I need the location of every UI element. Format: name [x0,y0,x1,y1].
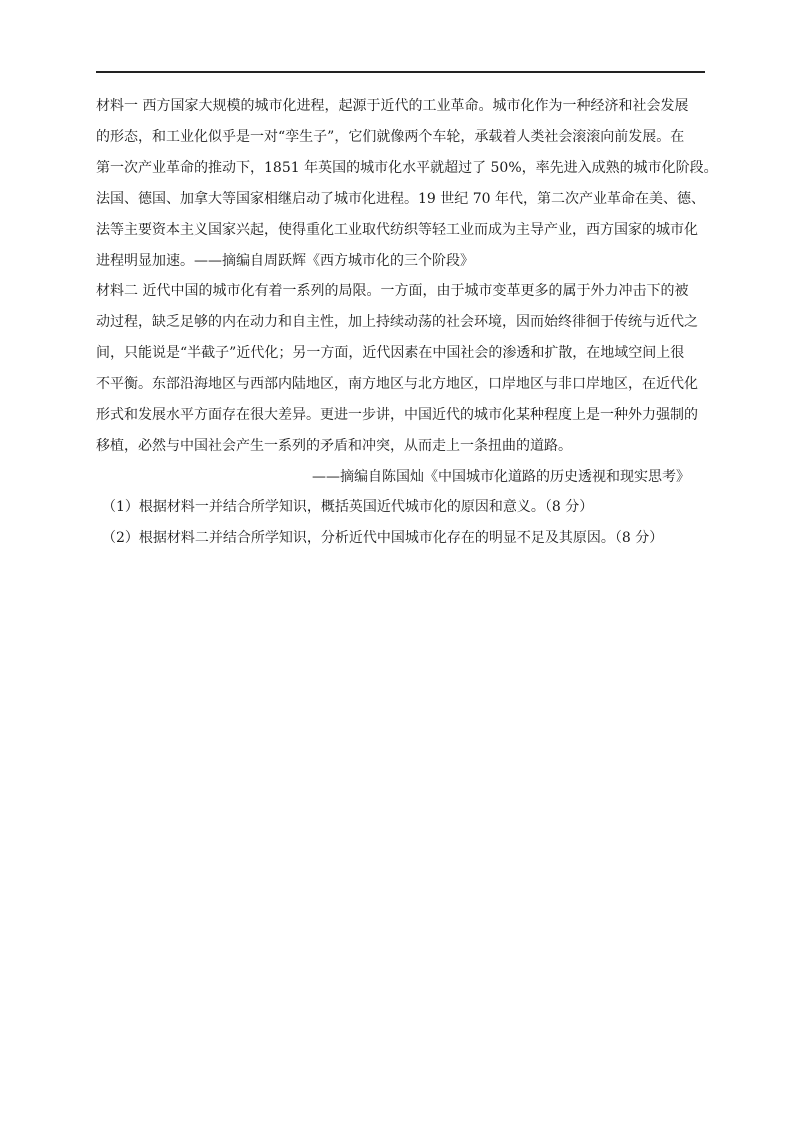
material-two [96,276,708,492]
questions [96,492,708,554]
material-one-line: 材料一 西方国家大规模的城市化进程，起源于近代的工业革命。城市化作为一种经济和社会发展 [96,98,689,114]
question-2: （2）根据材料二并结合所学知识，分析近代中国城市化存在的明显不足及其原因。（8 分） [102,530,664,546]
material-one-line: 进程明显加速。——摘编自周跃辉《西方城市化的三个阶段》 [96,253,474,269]
material-one [96,91,718,276]
content [96,91,718,554]
material-two-line: 动过程，缺乏足够的内在动力和自主性，加上持续动荡的社会环境，因而始终徘徊于传统与近代之 [96,314,698,330]
material-two-source: ——摘编自陈国灿《中国城市化道路的历史透视和现实思考》 [312,469,690,485]
material-two-line: 不平衡。东部沿海地区与西部内陆地区，南方地区与北方地区，口岸地区与非口岸地区，在近代化 [96,376,698,392]
material-two-line: 材料二 近代中国的城市化有着一系列的局限。一方面，由于城市变革更多的属于外力冲击下的被 [96,283,689,299]
material-two-line: 形式和发展水平方面存在很大差异。更进一步讲，中国近代的城市化某种程度上是一种外力强制的 [96,407,698,423]
material-one-line: 法国、德国、加拿大等国家相继启动了城市化进程。19 世纪 70 年代，第二次产业革命在美、德、 [96,191,705,207]
material-two-line: 移植，必然与中国社会产生一系列的矛盾和冲突，从而走上一条扭曲的道路。 [96,438,572,454]
header-rule [96,71,705,73]
material-one-line: 法等主要资本主义国家兴起，使得重化工业取代纺织等轻工业而成为主导产业，西方国家的城市化 [96,222,698,238]
question-1: （1）根据材料一并结合所学知识，概括英国近代城市化的原因和意义。（8 分） [102,499,594,515]
material-two-line: 间，只能说是“半截子”近代化；另一方面，近代因素在中国社会的渗透和扩散，在地域空间上很 [96,345,685,361]
material-one-line: 第一次产业革命的推动下，1851 年英国的城市化水平就超过了 50%，率先进入成熟的城市化阶段。 [96,160,718,176]
material-one-line: 的形态，和工业化似乎是一对“孪生子”，它们就像两个车轮，承载着人类社会滚滚向前发展。在 [96,129,685,145]
